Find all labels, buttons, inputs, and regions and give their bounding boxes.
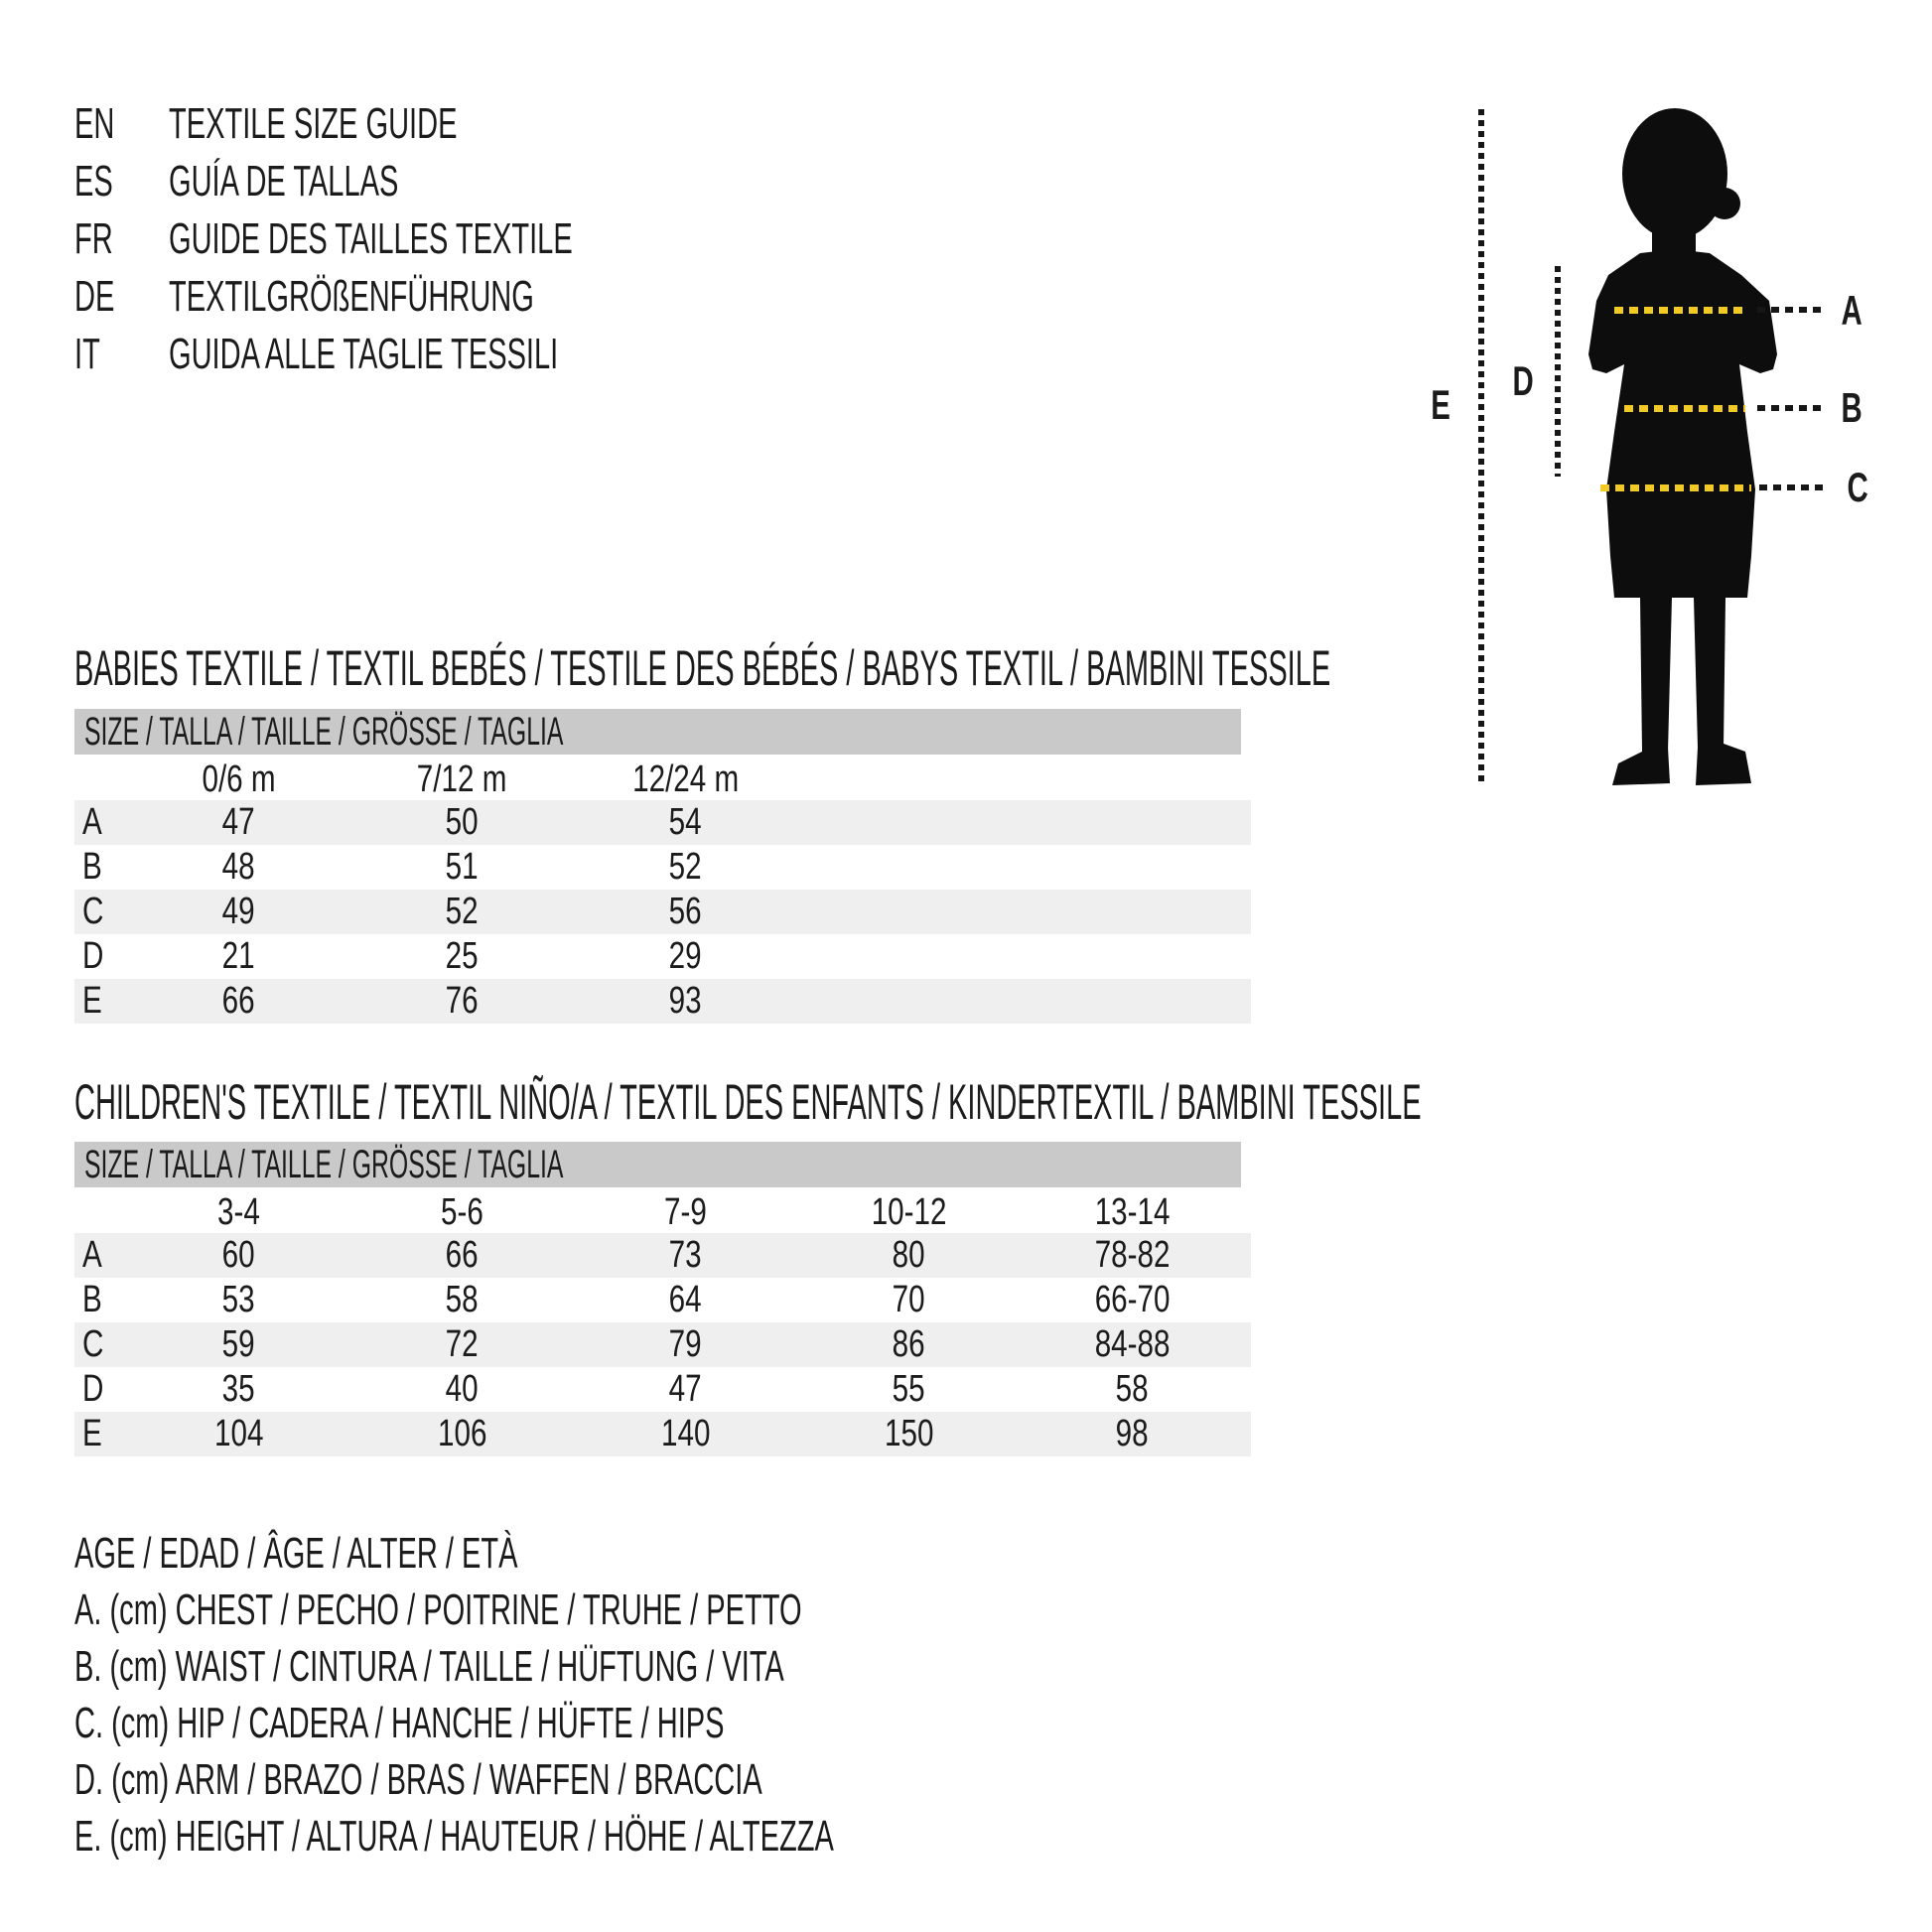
language-row: [74, 95, 780, 153]
figure-label-d: D: [1512, 357, 1534, 404]
column-header: 3-4: [217, 1191, 260, 1233]
language-code: FR: [74, 214, 113, 263]
legend-line-height: E. (cm) HEIGHT / ALTURA / HAUTEUR / HÖHE / ALTEZZA: [74, 1811, 834, 1861]
column-header: 5-6: [441, 1191, 483, 1233]
row-label: D: [82, 1368, 104, 1410]
language-title-list: [74, 95, 780, 383]
language-title: GUIDA ALLE TAGLIE TESSILI: [169, 330, 559, 378]
table-cell: 104: [213, 1413, 264, 1454]
table-cell: 54: [669, 801, 702, 843]
column-header: 13-14: [1094, 1191, 1171, 1233]
column-header: 7-9: [664, 1191, 707, 1233]
babies-size-header-bar: SIZE / TALLA / TAILLE / GRÖSSE / TAGLIA: [74, 709, 1241, 755]
hip-measure-leader-c: [1759, 484, 1827, 490]
table-cell: 55: [893, 1368, 925, 1410]
waist-measure-line-b: [1624, 405, 1745, 412]
column-header: 12/24 m: [631, 759, 740, 800]
language-code: IT: [74, 330, 100, 378]
row-label: A: [82, 1234, 102, 1276]
row-label: C: [82, 891, 104, 932]
table-row: [74, 890, 1251, 934]
table-cell: 70: [893, 1279, 925, 1320]
table-cell: 106: [437, 1413, 487, 1454]
table-cell: 59: [222, 1323, 255, 1365]
column-header: 0/6 m: [202, 759, 276, 800]
language-row: [74, 268, 780, 326]
table-row: [74, 845, 1251, 890]
legend-line-arm: D. (cm) ARM / BRAZO / BRAS / WAFFEN / BRACCIA: [74, 1754, 762, 1804]
row-label: A: [82, 801, 102, 843]
row-label: D: [82, 935, 104, 977]
language-row: [74, 153, 780, 210]
table-cell: 49: [222, 891, 255, 932]
table-cell: 47: [669, 1368, 702, 1410]
table-cell: 51: [446, 846, 479, 888]
column-header: 7/12 m: [417, 759, 507, 800]
table-cell: 48: [222, 846, 255, 888]
children-size-table: [74, 1192, 1251, 1456]
language-row: [74, 326, 780, 383]
table-cell: 40: [446, 1368, 479, 1410]
table-row: [74, 1233, 1251, 1278]
table-cell: 140: [660, 1413, 711, 1454]
table-cell: 50: [446, 801, 479, 843]
language-code: EN: [74, 99, 115, 148]
children-section-heading: CHILDREN'S TEXTILE / TEXTIL NIÑO/A / TEXTIL DES ENFANTS / KINDERTEXTIL / BAMBINI TESSILE: [74, 1073, 1422, 1130]
language-title: TEXTILE SIZE GUIDE: [169, 99, 458, 148]
row-label: E: [82, 1413, 102, 1454]
table-cell: 84-88: [1094, 1323, 1171, 1365]
babies-size-table: [74, 759, 1251, 1024]
table-cell: 66-70: [1094, 1279, 1171, 1320]
figure-label-e: E: [1431, 381, 1450, 428]
figure-label-c: C: [1847, 464, 1868, 510]
table-cell: 25: [446, 935, 479, 977]
table-row: [74, 1412, 1251, 1456]
table-cell: 86: [893, 1323, 925, 1365]
legend-line-chest: A. (cm) CHEST / PECHO / POITRINE / TRUHE / PETTO: [74, 1585, 802, 1634]
row-label: C: [82, 1323, 104, 1365]
table-row: [74, 1278, 1251, 1322]
row-label: E: [82, 980, 102, 1022]
table-cell: 76: [446, 980, 479, 1022]
table-cell: 58: [446, 1279, 479, 1320]
row-label: B: [82, 846, 102, 888]
chest-measure-line-a: [1614, 307, 1747, 314]
table-header-row: [74, 1192, 1251, 1233]
figure-label-b: B: [1841, 384, 1863, 431]
table-cell: 47: [222, 801, 255, 843]
table-cell: 29: [669, 935, 702, 977]
table-cell: 52: [669, 846, 702, 888]
table-row: [74, 1322, 1251, 1367]
table-cell: 35: [222, 1368, 255, 1410]
table-cell: 64: [669, 1279, 702, 1320]
language-code: DE: [74, 272, 115, 321]
legend-line-hip: C. (cm) HIP / CADERA / HANCHE / HÜFTE / HIPS: [74, 1698, 725, 1747]
table-cell: 60: [222, 1234, 255, 1276]
table-cell: 78-82: [1094, 1234, 1171, 1276]
language-code: ES: [74, 157, 113, 206]
language-title: TEXTILGRÖßENFÜHRUNG: [169, 272, 534, 321]
column-header: 10-12: [871, 1191, 947, 1233]
babies-section-heading: BABIES TEXTILE / TEXTIL BEBÉS / TESTILE DES BÉBÉS / BABYS TEXTIL / BAMBINI TESSILE: [74, 639, 1331, 696]
table-cell: 150: [884, 1413, 934, 1454]
table-row: [74, 979, 1251, 1024]
arm-measure-line-d: [1555, 266, 1561, 477]
table-cell: 93: [669, 980, 702, 1022]
table-cell: 21: [222, 935, 255, 977]
table-row: [74, 1367, 1251, 1412]
table-cell: 52: [446, 891, 479, 932]
table-cell: 66: [222, 980, 255, 1022]
table-header-row: [74, 759, 1251, 800]
table-cell: 53: [222, 1279, 255, 1320]
legend-line-waist: B. (cm) WAIST / CINTURA / TAILLE / HÜFTUNG / VITA: [74, 1641, 784, 1691]
table-cell: 66: [446, 1234, 479, 1276]
language-row: [74, 210, 780, 268]
table-cell: 58: [1116, 1368, 1149, 1410]
figure-label-a: A: [1841, 287, 1863, 334]
table-row: [74, 800, 1251, 845]
chest-measure-leader-a: [1757, 307, 1827, 313]
table-cell: 98: [1116, 1413, 1149, 1454]
measurement-legend: [74, 1525, 1225, 1864]
children-size-header-bar: SIZE / TALLA / TAILLE / GRÖSSE / TAGLIA: [74, 1142, 1241, 1187]
table-row: [74, 934, 1251, 979]
table-cell: 72: [446, 1323, 479, 1365]
legend-line-age: AGE / EDAD / ÂGE / ALTER / ETÀ: [74, 1528, 518, 1578]
row-label: B: [82, 1279, 102, 1320]
hip-measure-line-c: [1600, 484, 1751, 491]
table-cell: 73: [669, 1234, 702, 1276]
table-cell: 79: [669, 1323, 702, 1365]
table-cell: 80: [893, 1234, 925, 1276]
table-cell: 56: [669, 891, 702, 932]
language-title: GUIDE DES TAILLES TEXTILE: [169, 214, 573, 263]
language-title: GUÍA DE TALLAS: [169, 157, 399, 206]
waist-measure-leader-b: [1757, 405, 1827, 411]
